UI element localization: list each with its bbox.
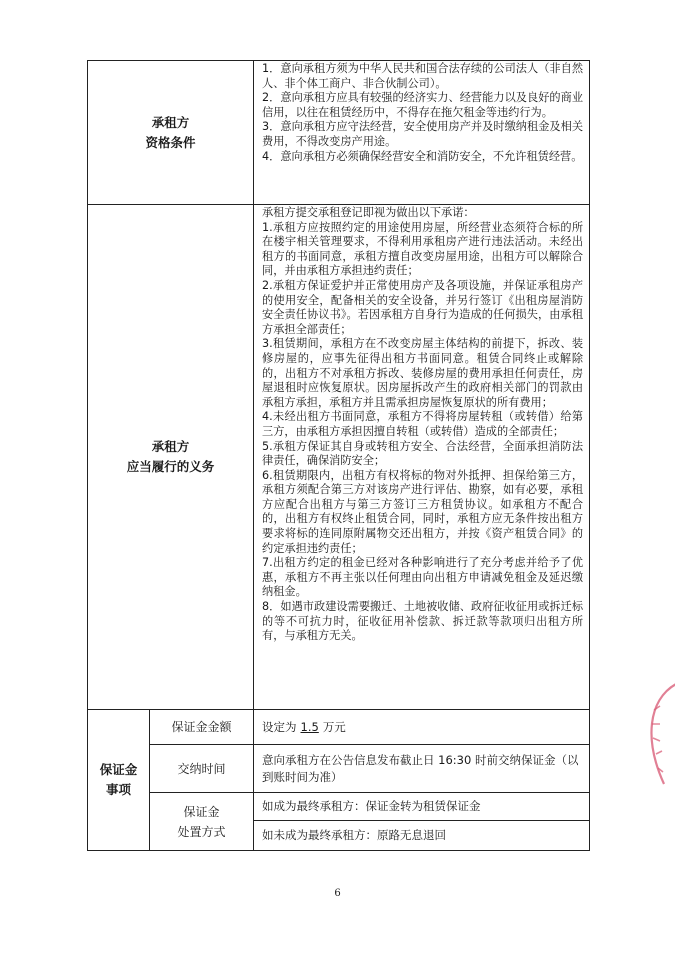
page-number: 6 bbox=[334, 888, 341, 899]
qualification-label-line2: 资格条件 bbox=[145, 134, 196, 150]
obligation-item: 6.租赁期限内，出租方有权将标的物对外抵押、担保给第三方，承租方须配合第三方对该房产进行评估、勘察，如有必要，承租方应配合出租方与第三方签订三方租赁协议。如承租方不配合的，出租方有权终止租赁合同，同时，承租方应无条件按出租方要求将标的连同原附属物交还出租方，并按《资产租赁合同》的约定承担违约责任； bbox=[262, 468, 584, 555]
obligations-label bbox=[88, 205, 254, 710]
terms-table bbox=[87, 60, 590, 851]
handling-label-line1: 保证金 bbox=[183, 804, 220, 819]
deposit-label bbox=[88, 710, 150, 851]
qualification-item: 2．意向承租方应具有较强的经济实力、经营能力以及良好的商业信用，以往在租赁经历中，不得存在拖欠租金等违约行为。 bbox=[262, 91, 584, 119]
qualification-item: 3．意向承租方应守法经营，安全使用房产并及时缴纳租金及相关费用，不得改变房产用途。 bbox=[262, 120, 584, 148]
obligations-label-line2: 应当履行的义务 bbox=[126, 459, 215, 474]
deposit-handling-fail: 如未成为最终承租方：原路无息退回 bbox=[254, 821, 590, 851]
amount-number: 1.5 bbox=[300, 719, 319, 734]
qualification-row bbox=[88, 61, 590, 205]
obligations-row bbox=[88, 205, 590, 710]
deposit-handling-success: 如成为最终承租方：保证金转为租赁保证金 bbox=[254, 793, 590, 821]
obligation-item: 5.承租方保证其自身或转租方安全、合法经营，全面承担消防法律责任，确保消防安全； bbox=[262, 439, 584, 468]
deposit-payment-text: 意向承租方在公告信息发布截止日 16:30 时前交纳保证金（以到账时间为准） bbox=[254, 745, 590, 793]
obligations-intro: 承租方提交承租登记即视为做出以下承诺： bbox=[262, 206, 475, 219]
obligations-content bbox=[254, 205, 590, 710]
seal-stamp-fragment bbox=[638, 680, 675, 790]
obligation-item: 1.承租方应按照约定的用途使用房屋，所经营业态须符合标的所在楼宇相关管理要求，不得利用承租房产进行违法活动。未经出租方的书面同意，承租方擅自改变房屋用途，出租方可以解除合同，并由承租方承担违约责任； bbox=[262, 220, 584, 278]
handling-label-line2: 处置方式 bbox=[177, 824, 226, 839]
deposit-amount-row bbox=[88, 710, 590, 745]
qualification-content bbox=[254, 61, 590, 205]
deposit-amount-value bbox=[254, 710, 590, 745]
deposit-payment-label: 交纳时间 bbox=[150, 745, 254, 793]
obligation-item: 7.出租方约定的租金已经对各种影响进行了充分考虑并给予了优惠，承租方不再主张以任何理由向出租方申请减免租金及延迟缴纳租金。 bbox=[262, 556, 584, 599]
obligation-item: 3.租赁期间，承租方在不改变房屋主体结构的前提下，拆改、装修房屋的，应事先征得出租方书面同意。租赁合同终止或解除的，出租方不对承租方拆改、装修房屋的费用承担任何责任，房屋退租时应恢复原状。因房屋拆改产生的政府相关部门的罚款由承租方承担，承租方并且需承担房屋恢复原状的所有费用； bbox=[262, 337, 584, 409]
obligation-item: 8．如遇市政建设需要搬迁、土地被收储、政府征收征用或拆迁标的等不可抗力时，征收征用补偿款、拆迁款等款项归出租方所有，与承租方无关。 bbox=[262, 600, 584, 643]
qualification-label-line1: 承租方 bbox=[151, 114, 190, 130]
deposit-label-line2: 事项 bbox=[105, 782, 131, 797]
qualification-item: 4．意向承租方必须确保经营安全和消防安全，不允许租赁经营。 bbox=[262, 149, 583, 163]
obligation-item: 4.未经出租方书面同意，承租方不得将房屋转租（或转借）给第三方，由承租方承担因擅自转租（或转借）造成的全部责任； bbox=[262, 410, 584, 438]
amount-prefix: 设定为 bbox=[262, 719, 297, 734]
obligations-label-line1: 承租方 bbox=[151, 439, 190, 454]
deposit-handling-label bbox=[150, 793, 254, 851]
amount-unit: 万元 bbox=[322, 719, 346, 734]
deposit-label-line1: 保证金 bbox=[99, 762, 138, 777]
qualification-label bbox=[88, 61, 254, 205]
deposit-handling-row-success bbox=[88, 793, 590, 821]
obligation-item: 2.承租方保证爱护并正常使用房产及各项设施，并保证承租房产的使用安全，配备相关的安全设备，并另行签订《出租房屋消防安全责任协议书》。若因承租方自身行为造成的任何损失，由承租方承担全部责任； bbox=[262, 278, 584, 336]
deposit-payment-row bbox=[88, 745, 590, 793]
deposit-amount-label: 保证金金额 bbox=[150, 710, 254, 745]
qualification-item: 1．意向承租方须为中华人民共和国合法存续的公司法人（非自然人、非个体工商户、非合伙制公司）。 bbox=[262, 62, 584, 90]
